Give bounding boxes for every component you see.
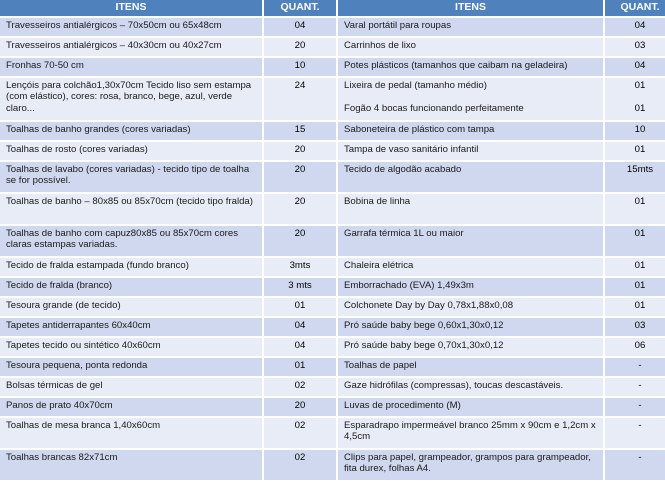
qty-right-cell: 01 bbox=[605, 278, 665, 296]
qty-right-cell: 01 bbox=[605, 258, 665, 276]
qty-left-cell: 02 bbox=[264, 418, 336, 448]
qty-left-cell: 3mts bbox=[264, 258, 336, 276]
item-right-cell: Pró saúde baby bege 0,70x1,30x0,12 bbox=[338, 338, 603, 356]
item-left-cell: Tecido de fralda (branco) bbox=[0, 278, 262, 296]
qty-right-cell: 01 bbox=[605, 298, 665, 316]
table-row bbox=[0, 58, 665, 76]
qty-left-cell: 15 bbox=[264, 122, 336, 140]
item-left-cell: Tapetes antiderrapantes 60x40cm bbox=[0, 318, 262, 336]
item-left-cell: Toalhas de lavabo (cores variadas) - tecido tipo de toalha se for possível. bbox=[0, 162, 262, 192]
qty-right-cell: - bbox=[605, 398, 665, 416]
table-row bbox=[0, 418, 665, 448]
qty-left-cell: 20 bbox=[264, 194, 336, 224]
header-quant-right: QUANT. bbox=[605, 0, 665, 16]
item-left-cell: Tesoura grande (de tecido) bbox=[0, 298, 262, 316]
table-row bbox=[0, 38, 665, 56]
qty-right-cell: - bbox=[605, 358, 665, 376]
header-row bbox=[0, 0, 665, 16]
item-right-cell: Tampa de vaso sanitário infantil bbox=[338, 142, 603, 160]
qty-right-cell: 04 bbox=[605, 58, 665, 76]
item-right-cell: Carrinhos de lixo bbox=[338, 38, 603, 56]
qty-left-cell: 20 bbox=[264, 142, 336, 160]
qty-right-cell: 01 bbox=[605, 194, 665, 224]
table-row bbox=[0, 194, 665, 224]
item-left-cell: Toalhas brancas 82x71cm bbox=[0, 450, 262, 480]
qty-left-cell: 04 bbox=[264, 318, 336, 336]
item-left-cell: Tesoura pequena, ponta redonda bbox=[0, 358, 262, 376]
table-row bbox=[0, 318, 665, 336]
item-left-cell: Tecido de fralda estampada (fundo branco) bbox=[0, 258, 262, 276]
item-left-cell: Toalhas de mesa branca 1,40x60cm bbox=[0, 418, 262, 448]
item-right-cell: Bobina de linha bbox=[338, 194, 603, 224]
item-right-cell: Clips para papel, grampeador, grampos para grampeador, fita durex, folhas A4. bbox=[338, 450, 603, 480]
qty-left-cell: 20 bbox=[264, 398, 336, 416]
qty-right-cell: 10 bbox=[605, 122, 665, 140]
table-row bbox=[0, 358, 665, 376]
table-row bbox=[0, 142, 665, 160]
table-row bbox=[0, 18, 665, 36]
table-row bbox=[0, 338, 665, 356]
header-quant-left: QUANT. bbox=[264, 0, 336, 16]
item-right-cell: Saboneteira de plástico com tampa bbox=[338, 122, 603, 140]
item-right-cell: Esparadrapo impermeável branco 25mm x 90cm e 1,2cm x 4,5cm bbox=[338, 418, 603, 448]
qty-left-cell: 02 bbox=[264, 378, 336, 396]
item-left-cell: Travesseiros antialérgicos – 40x30cm ou 40x27cm bbox=[0, 38, 262, 56]
item-left-cell: Panos de prato 40x70cm bbox=[0, 398, 262, 416]
qty-right-cell: 15mts bbox=[605, 162, 665, 192]
qty-right-cell: 01 bbox=[605, 226, 665, 256]
item-right-cell: Colchonete Day by Day 0,78x1,88x0,08 bbox=[338, 298, 603, 316]
qty-right-cell: - bbox=[605, 418, 665, 448]
item-right-cell: Chaleira elétrica bbox=[338, 258, 603, 276]
item-right-cell: Tecido de algodão acabado bbox=[338, 162, 603, 192]
item-right-cell: Lixeira de pedal (tamanho médio) Fogão 4 bocas funcionando perfeitamente bbox=[338, 78, 603, 120]
qty-left-cell: 04 bbox=[264, 338, 336, 356]
table-row bbox=[0, 398, 665, 416]
item-left-cell: Travesseiros antialérgicos – 70x50cm ou 65x48cm bbox=[0, 18, 262, 36]
item-left-cell: Tapetes tecido ou sintético 40x60cm bbox=[0, 338, 262, 356]
table-row bbox=[0, 298, 665, 316]
table-row bbox=[0, 258, 665, 276]
table-row bbox=[0, 78, 665, 120]
qty-left-cell: 10 bbox=[264, 58, 336, 76]
header-items-right: ITENS bbox=[338, 0, 603, 16]
qty-right-cell: 01 01 bbox=[605, 78, 665, 120]
qty-left-cell: 20 bbox=[264, 38, 336, 56]
item-left-cell: Toalhas de banho – 80x85 ou 85x70cm (tecido tipo fralda) bbox=[0, 194, 262, 224]
qty-left-cell: 24 bbox=[264, 78, 336, 120]
table-row bbox=[0, 378, 665, 396]
qty-right-cell: 01 bbox=[605, 142, 665, 160]
item-left-cell: Toalhas de banho grandes (cores variadas) bbox=[0, 122, 262, 140]
qty-left-cell: 04 bbox=[264, 18, 336, 36]
qty-left-cell: 20 bbox=[264, 162, 336, 192]
item-right-cell: Garrafa térmica 1L ou maior bbox=[338, 226, 603, 256]
qty-left-cell: 20 bbox=[264, 226, 336, 256]
table-row bbox=[0, 162, 665, 192]
qty-right-cell: 04 bbox=[605, 18, 665, 36]
qty-right-cell: 03 bbox=[605, 318, 665, 336]
item-right-cell: Gaze hidrófilas (compressas), toucas descastáveis. bbox=[338, 378, 603, 396]
item-right-cell: Luvas de procedimento (M) bbox=[338, 398, 603, 416]
item-right-cell: Toalhas de papel bbox=[338, 358, 603, 376]
item-right-cell: Potes plásticos (tamanhos que caibam na geladeira) bbox=[338, 58, 603, 76]
table-row bbox=[0, 278, 665, 296]
header-items-left: ITENS bbox=[0, 0, 262, 16]
qty-right-cell: - bbox=[605, 450, 665, 480]
item-right-cell: Emborrachado (EVA) 1,49x3m bbox=[338, 278, 603, 296]
qty-left-cell: 01 bbox=[264, 358, 336, 376]
qty-right-cell: - bbox=[605, 378, 665, 396]
qty-left-cell: 3 mts bbox=[264, 278, 336, 296]
qty-left-cell: 02 bbox=[264, 450, 336, 480]
qty-right-cell: 06 bbox=[605, 338, 665, 356]
item-left-cell: Toalhas de rosto (cores variadas) bbox=[0, 142, 262, 160]
qty-left-cell: 01 bbox=[264, 298, 336, 316]
qty-right-cell: 03 bbox=[605, 38, 665, 56]
item-left-cell: Bolsas térmicas de gel bbox=[0, 378, 262, 396]
item-left-cell: Toalhas de banho com capuz80x85 ou 85x70cm cores claras estampas variadas. bbox=[0, 226, 262, 256]
table-row bbox=[0, 122, 665, 140]
table-row bbox=[0, 226, 665, 256]
item-right-cell: Varal portátil para roupas bbox=[338, 18, 603, 36]
item-left-cell: Fronhas 70-50 cm bbox=[0, 58, 262, 76]
table-row bbox=[0, 450, 665, 480]
item-left-cell: Lençóis para colchão1,30x70cm Tecido liso sem estampa (com elástico), cores: rosa, branco, bege, azul, verde claro... bbox=[0, 78, 262, 120]
item-right-cell: Pró saúde baby bege 0,60x1,30x0,12 bbox=[338, 318, 603, 336]
